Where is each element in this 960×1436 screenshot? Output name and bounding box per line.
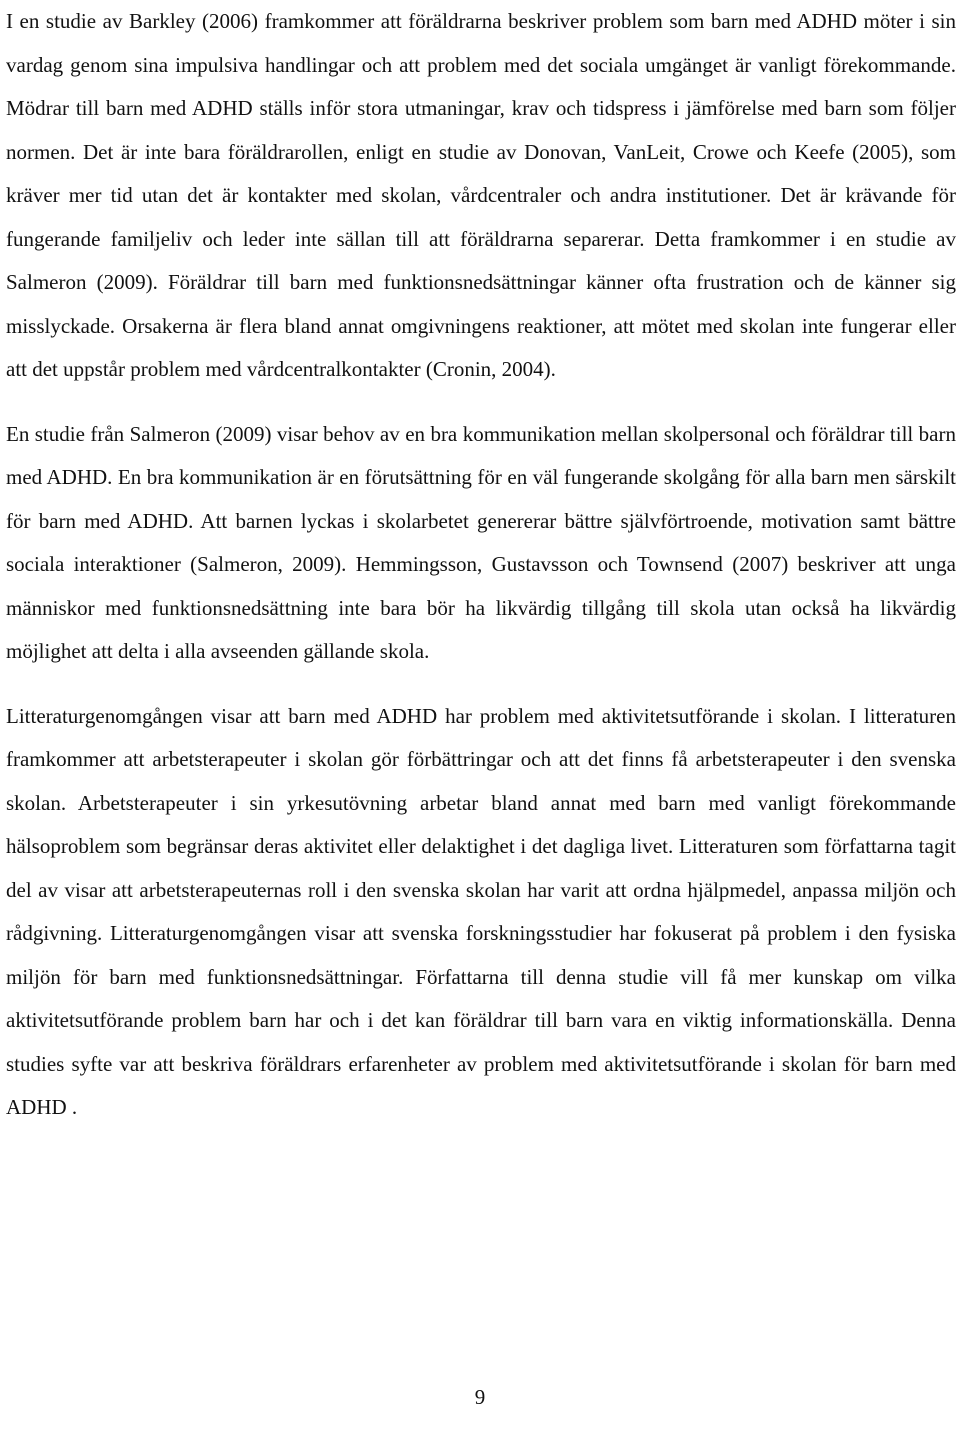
document-body	[6, 0, 956, 1130]
paragraph-3: Litteraturgenomgången visar att barn med ADHD har problem med aktivitetsutförande i skolan. I litteraturen framkommer att arbetsterapeuter i skolan gör förbättringar och att det finns få arbetsterapeuter i den svenska skolan. Arbetsterapeuter i sin yrkesutövning arbetar bland annat med barn med vanligt förekommande hälsoproblem som begränsar deras aktivitet eller delaktighet i det dagliga livet. Litteraturen som författarna tagit del av visar att arbetsterapeuternas roll i den svenska skolan har varit att ordna hjälpmedel, anpassa miljön och rådgivning. Litteraturgenomgången visar att svenska forskningsstudier har fokuserat på problem i den fysiska miljön för barn med funktionsnedsättningar. Författarna till denna studie vill få mer kunskap om vilka aktivitetsutförande problem barn har och i det kan föräldrar till barn vara en viktig informationskälla. Denna studies syfte var att beskriva föräldrars erfarenheter av problem med aktivitetsutförande i skolan för barn med ADHD .	[6, 703, 956, 1119]
page-number: 9	[474, 1385, 486, 1409]
paragraph-2: En studie från Salmeron (2009) visar behov av en bra kommunikation mellan skolpersonal och föräldrar till barn med ADHD. En bra kommunikation är en förutsättning för en väl fungerande skolgång för alla barn men särskilt för barn med ADHD. Att barnen lyckas i skolarbetet genererar bättre självförtroende, motivation samt bättre sociala interaktioner (Salmeron, 2009). Hemmingsson, Gustavsson och Townsend (2007) beskriver att unga människor med funktionsnedsättning inte bara bör ha likvärdig tillgång till skola utan också ha likvärdig möjlighet att delta i alla avseenden gällande skola.	[6, 421, 956, 663]
paragraph-1: I en studie av Barkley (2006) framkommer att föräldrarna beskriver problem som barn med ADHD möter i sin vardag genom sina impulsiva handlingar och att problem med det sociala umgänget är vanligt förekommande. Mödrar till barn med ADHD ställs inför stora utmaningar, krav och tidspress i jämförelse med barn som följer normen. Det är inte bara föräldrarollen, enligt en studie av Donovan, VanLeit, Crowe och Keefe (2005), som kräver mer tid utan det är kontakter med skolan, vårdcentraler och andra institutioner. Det är krävande för fungerande familjeliv och leder inte sällan till att föräldrarna separerar. Detta framkommer i en studie av Salmeron (2009). Föräldrar till barn med funktionsnedsättningar känner ofta frustration och de känner sig misslyckade. Orsakerna är flera bland annat omgivningens reaktioner, att mötet med skolan inte fungerar eller att det uppstår problem med vårdcentralkontakter (Cronin, 2004).	[6, 9, 956, 381]
